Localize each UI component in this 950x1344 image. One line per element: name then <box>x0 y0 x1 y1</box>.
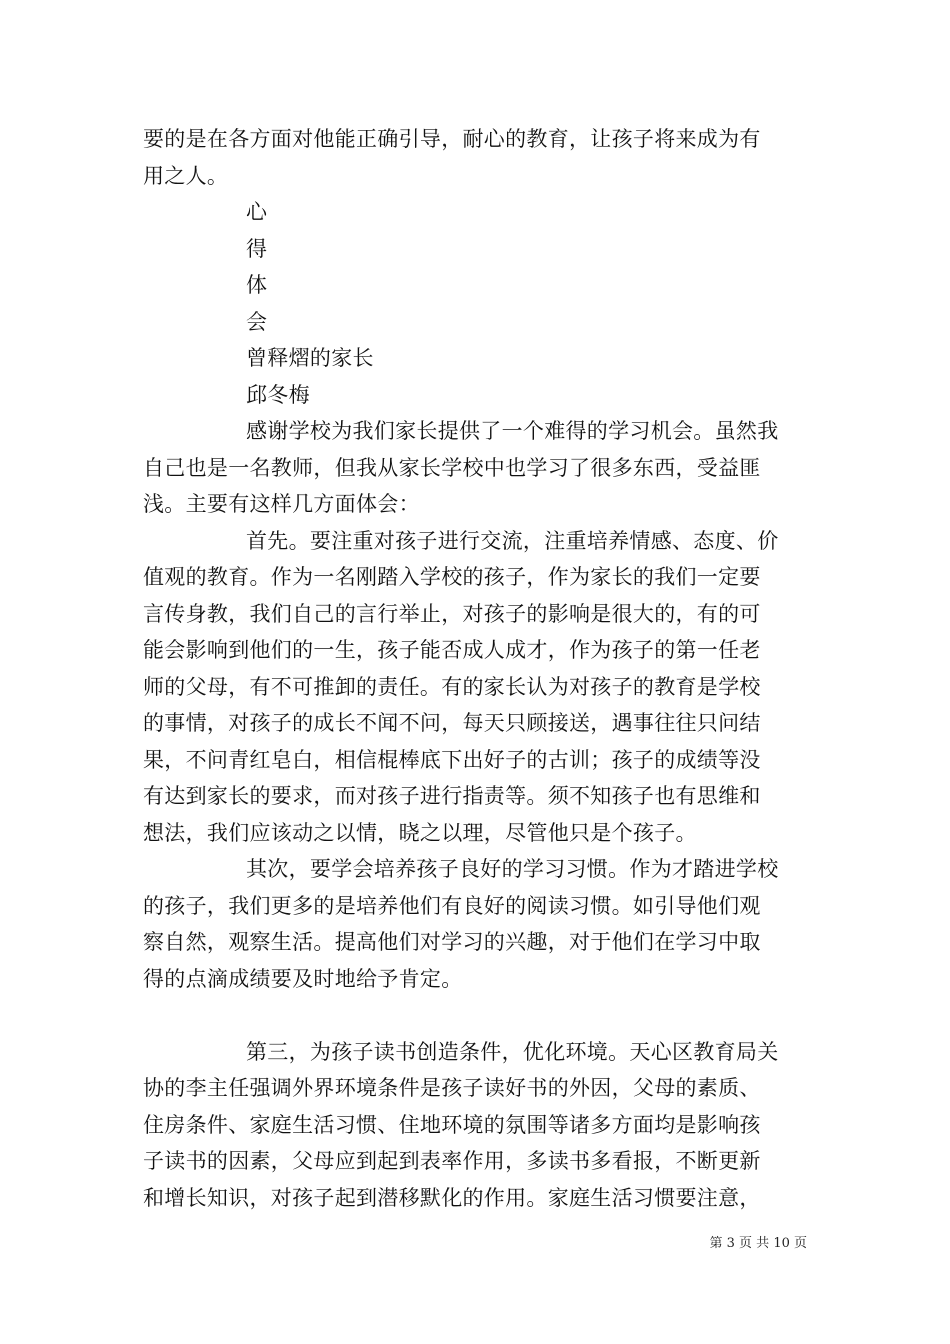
text-line: 住房条件、家庭生活习惯、住地环境的氛围等诸多方面均是影响孩 <box>143 1112 761 1137</box>
text-line: 自己也是一名教师，但我从家长学校中也学习了很多东西，受益匪 <box>143 455 761 480</box>
title-char: 会 <box>246 309 268 334</box>
page-number-footer: 第 3 页 共 10 页 <box>709 1236 807 1251</box>
text-line: 有达到家长的要求，而对孩子进行指责等。须不知孩子也有思维和 <box>143 784 761 808</box>
author-name: 邱冬梅 <box>246 382 310 407</box>
paragraph-start: 第三，为孩子读书创造条件，优化环境。天心区教育局关 <box>246 1039 779 1064</box>
paragraph-start: 感谢学校为我们家长提供了一个难得的学习机会。虽然我 <box>246 419 779 443</box>
title-char: 得 <box>246 236 268 261</box>
document-body <box>143 121 808 1216</box>
text-line: 想法，我们应该动之以情，晓之以理，尽管他只是个孩子。 <box>143 820 697 845</box>
text-line: 言传身教，我们自己的言行举止，对孩子的影响是很大的，有的可 <box>143 601 761 626</box>
text-line: 能会影响到他们的一生，孩子能否成人成才，作为孩子的第一任老 <box>143 638 761 662</box>
text-line: 得的点滴成绩要及时地给予肯定。 <box>143 966 463 991</box>
text-line: 用之人。 <box>143 163 229 188</box>
text-line: 果，不问青红皂白，相信棍棒底下出好子的古训；孩子的成绩等没 <box>143 747 761 772</box>
text-line: 师的父母，有不可推卸的责任。有的家长认为对孩子的教育是学校 <box>143 674 761 699</box>
title-char: 心 <box>246 200 268 224</box>
text-line: 和增长知识，对孩子起到潜移默化的作用。家庭生活习惯要注意， <box>143 1185 761 1210</box>
author-line: 曾释熠的家长 <box>246 346 374 370</box>
text-line: 浅。主要有这样几方面体会： <box>143 492 420 516</box>
title-char: 体 <box>246 273 268 297</box>
paragraph-start: 其次，要学会培养孩子良好的学习习惯。作为才踏进学校 <box>246 857 779 881</box>
blank-line <box>143 997 808 1034</box>
text-line: 的事情，对孩子的成长不闻不问，每天只顾接送，遇事往往只问结 <box>143 711 761 735</box>
text-line: 察自然，观察生活。提高他们对学习的兴趣，对于他们在学习中取 <box>143 930 761 954</box>
text-line: 要的是在各方面对他能正确引导，耐心的教育，让孩子将来成为有 <box>143 127 761 151</box>
text-line: 的孩子，我们更多的是培养他们有良好的阅读习惯。如引导他们观 <box>143 893 761 918</box>
text-line: 协的李主任强调外界环境条件是孩子读好书的外因，父母的素质、 <box>143 1076 761 1100</box>
text-line: 值观的教育。作为一名刚踏入学校的孩子，作为家长的我们一定要 <box>143 565 761 589</box>
text-line: 子读书的因素，父母应到起到表率作用，多读书多看报，不断更新 <box>143 1149 761 1173</box>
paragraph-start: 首先。要注重对孩子进行交流，注重培养情感、态度、价 <box>246 528 779 553</box>
